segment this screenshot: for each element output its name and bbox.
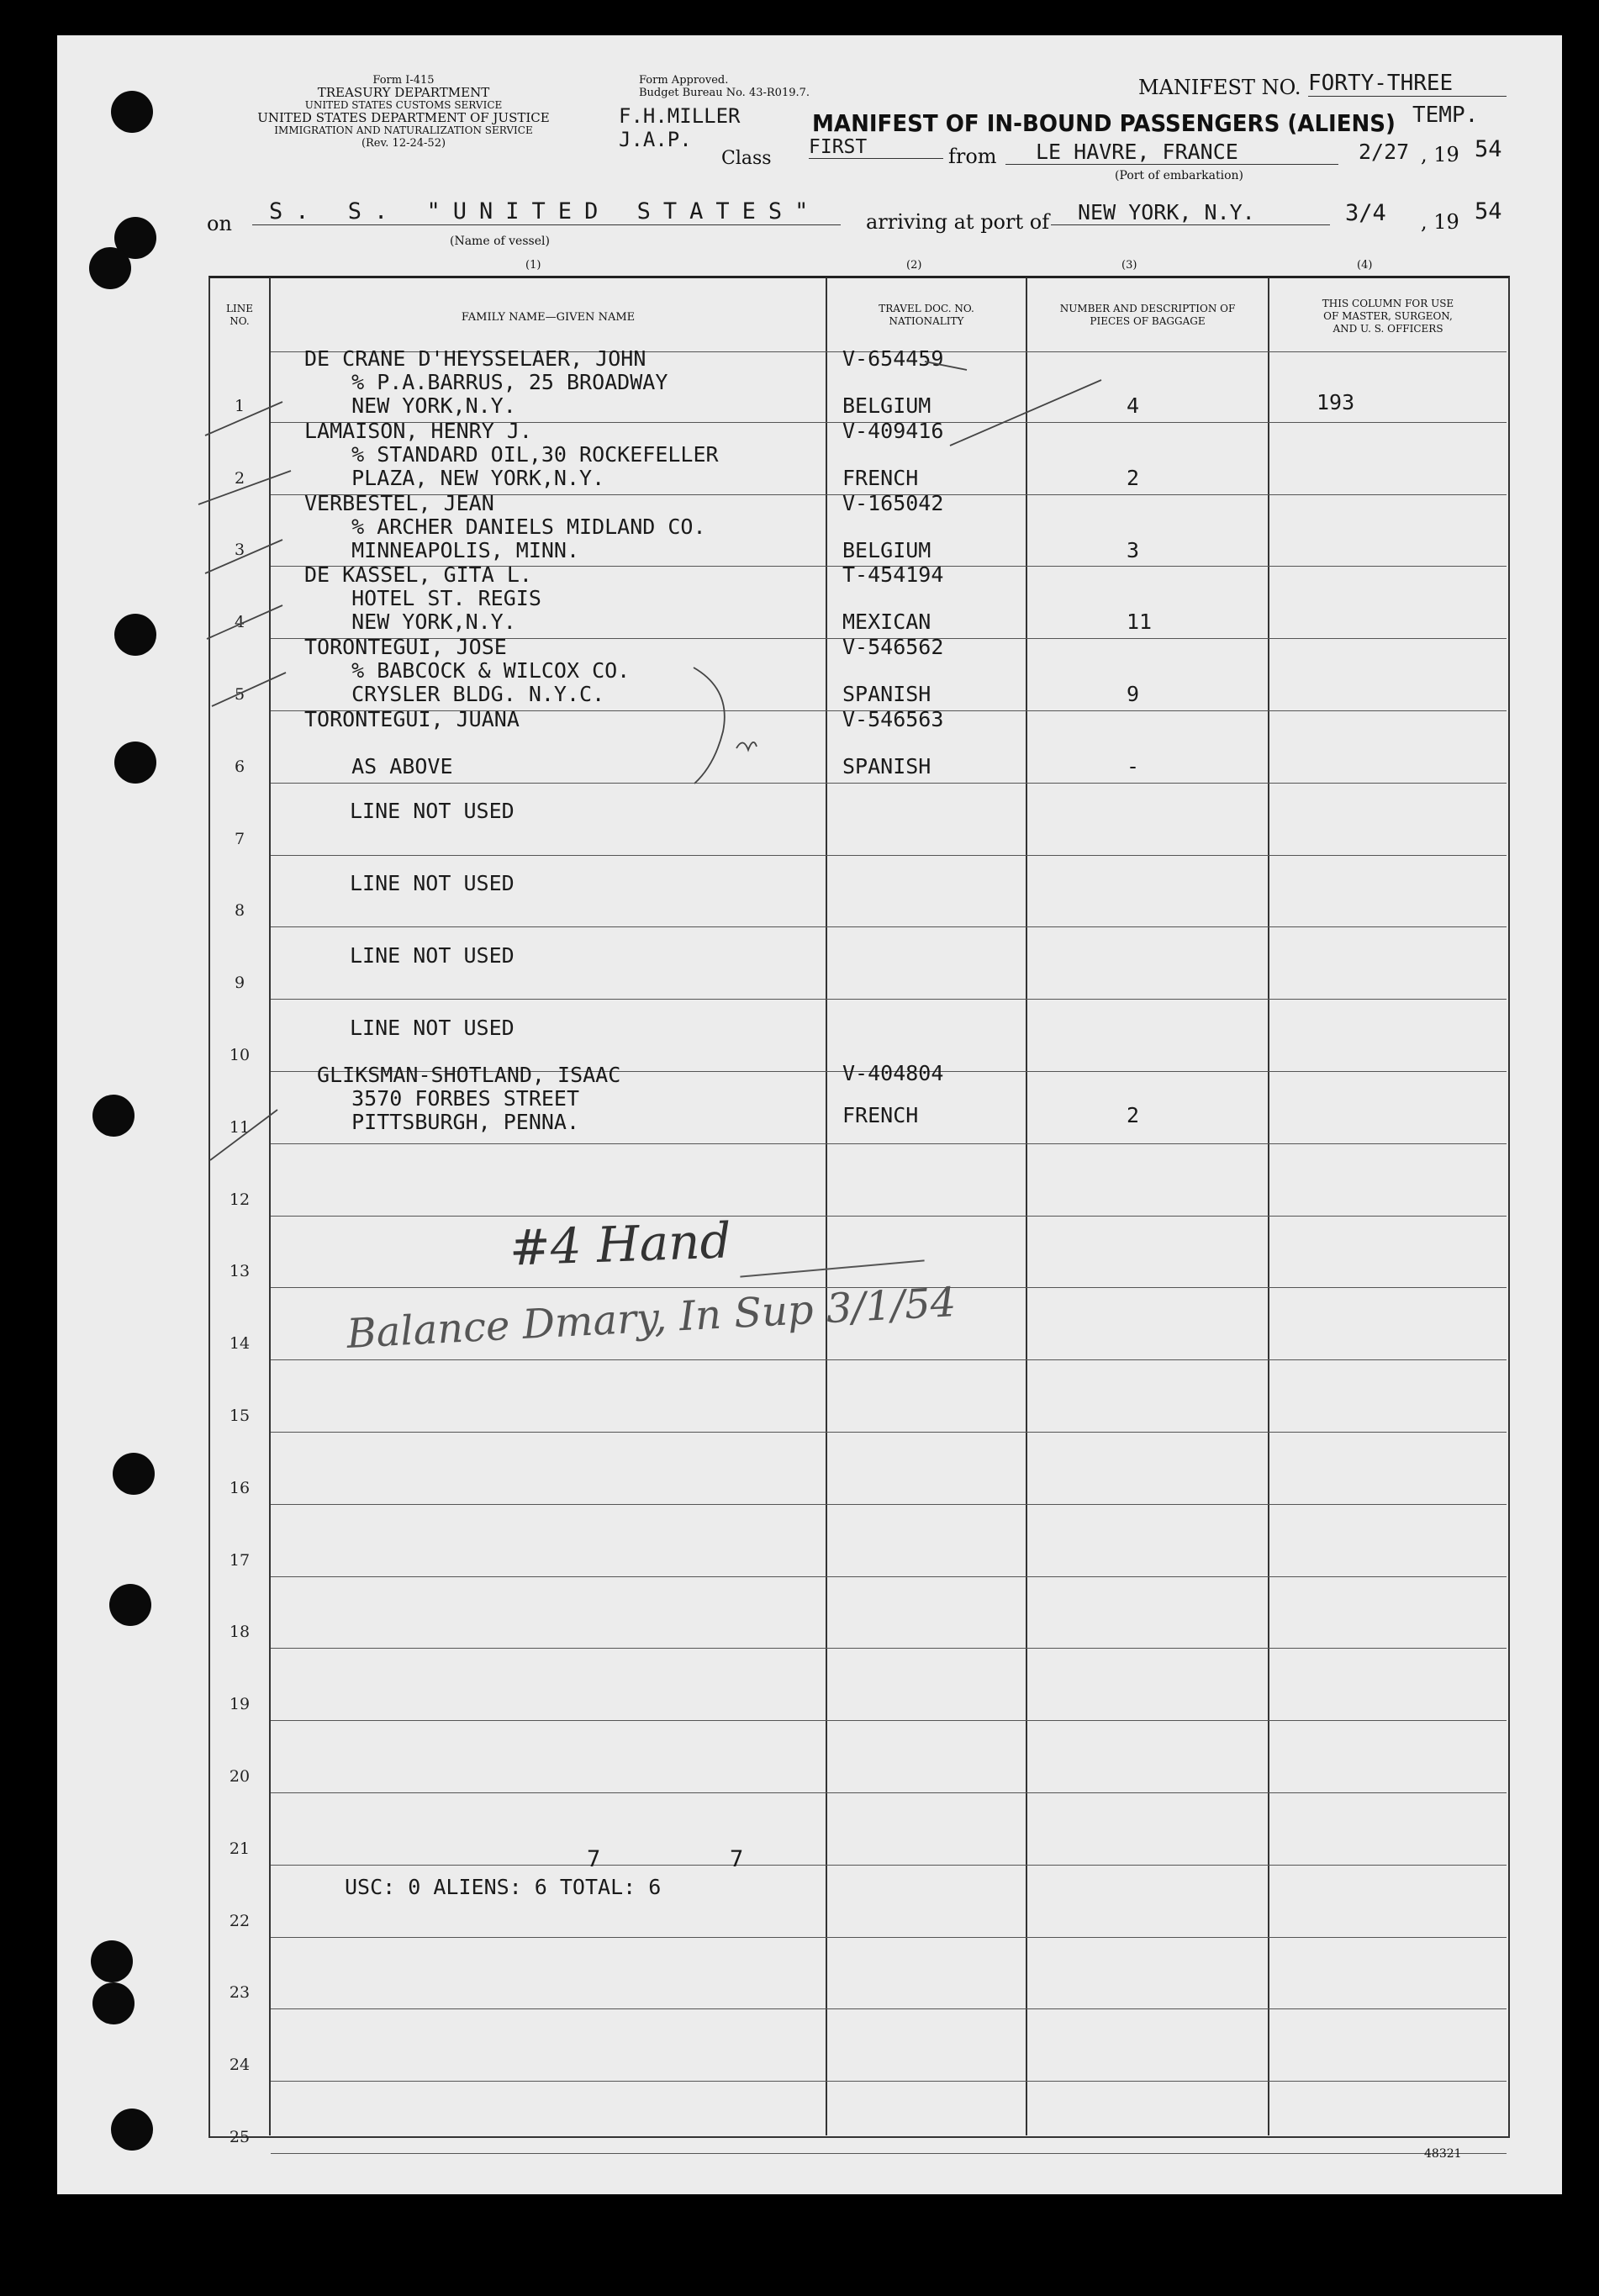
- header-officers-3: AND U. S. OFFICERS: [1332, 323, 1443, 335]
- revision: (Rev. 12-24-52): [361, 137, 446, 150]
- line-number: 5: [234, 685, 245, 704]
- vessel-caption: (Name of vessel): [450, 235, 550, 248]
- line-number: 15: [229, 1407, 251, 1425]
- form-approved: Form Approved.: [639, 74, 729, 87]
- header-officers-1: THIS COLUMN FOR USE: [1322, 298, 1454, 309]
- entry-name: DE KASSEL, GITA L.: [304, 562, 532, 587]
- on-label: on: [207, 212, 232, 235]
- class-value: FIRST: [809, 136, 943, 159]
- check-mark: [925, 362, 967, 370]
- header-officers-2: OF MASTER, SURGEON,: [1323, 310, 1453, 322]
- budget-bureau: Budget Bureau No. 43-R019.7.: [639, 87, 810, 99]
- entry-nationality: FRENCH: [842, 466, 919, 490]
- entry11-addr2: PITTSBURGH, PENNA.: [326, 1110, 580, 1134]
- col-number-4: (4): [1357, 259, 1373, 272]
- line-number: 11: [229, 1118, 251, 1137]
- depart-year-prefix: , 19: [1421, 143, 1459, 166]
- entry11-addr1: 3570 FORBES STREET: [326, 1086, 580, 1111]
- depart-date: 2/27: [1359, 140, 1410, 164]
- arrival-year: 54: [1475, 198, 1502, 224]
- treasury-dept: TREASURY DEPARTMENT: [317, 85, 490, 100]
- line-number: 16: [229, 1479, 251, 1497]
- line-number: 19: [229, 1695, 251, 1713]
- header-line-no-2: NO.: [230, 315, 250, 327]
- manifest-no-value: FORTY-THREE: [1308, 71, 1507, 97]
- totals-line: USC: 0 ALIENS: 6 TOTAL: 6: [345, 1875, 662, 1899]
- manifest-title: MANIFEST OF IN-BOUND PASSENGERS (ALIENS): [812, 109, 1396, 137]
- entry-baggage: 2: [1127, 466, 1140, 490]
- entry-officer-mark: 193: [1317, 390, 1355, 414]
- header-baggage-2: PIECES OF BAGGAGE: [1090, 315, 1206, 327]
- entry-address-2: NEW YORK,N.Y.: [326, 610, 516, 634]
- entry-name: LAMAISON, HENRY J.: [304, 419, 532, 443]
- line-number: 14: [229, 1334, 251, 1353]
- depart-year: 54: [1475, 136, 1502, 162]
- header-doc-1: TRAVEL DOC. NO.: [879, 303, 974, 314]
- totals-total-correction: 7: [730, 1846, 744, 1872]
- line-number: 12: [229, 1190, 251, 1209]
- entry-address-1: % ARCHER DANIELS MIDLAND CO.: [326, 515, 706, 539]
- entry-address-2: MINNEAPOLIS, MINN.: [326, 538, 580, 562]
- entry11-nationality: FRENCH: [842, 1103, 919, 1127]
- ins: IMMIGRATION AND NATURALIZATION SERVICE: [274, 124, 533, 136]
- entry-address-2: CRYSLER BLDG. N.Y.C.: [326, 682, 605, 706]
- header-line-no-1: LINE: [226, 303, 253, 314]
- line-number: 13: [229, 1262, 251, 1280]
- line-number: 2: [234, 469, 245, 488]
- handwritten-note-hand: #4 Hand: [508, 1211, 732, 1277]
- entry-address-1: % P.A.BARRUS, 25 BROADWAY: [326, 370, 668, 394]
- entry-address-1: % STANDARD OIL,30 ROCKEFELLER: [326, 442, 719, 467]
- initials-2: J.A.P.: [619, 128, 692, 151]
- handwritten-note-balance: Balance Dmary, In Sup 3/1/54: [346, 1279, 958, 1358]
- col-number-3: (3): [1121, 259, 1137, 272]
- strike-mark: [205, 402, 282, 435]
- strike-mark: [198, 471, 291, 504]
- line-not-used-9: LINE NOT USED: [350, 943, 515, 968]
- customs-service: UNITED STATES CUSTOMS SERVICE: [304, 99, 503, 111]
- entry11-doc: V-404804: [842, 1061, 944, 1085]
- entry-address-1: HOTEL ST. REGIS: [326, 586, 541, 610]
- from-port: LE HAVRE, FRANCE: [1005, 140, 1338, 165]
- strike-mark: [210, 1110, 277, 1160]
- entry-nationality: BELGIUM: [842, 393, 931, 418]
- entry-nationality: SPANISH: [842, 754, 931, 779]
- col-number-1: (1): [525, 259, 541, 272]
- entry-doc: V-546562: [842, 635, 944, 659]
- entry-baggage: 11: [1127, 610, 1153, 634]
- entry-nationality: SPANISH: [842, 682, 931, 706]
- line-number: 6: [234, 757, 245, 776]
- entry11-name: GLIKSMAN-SHOTLAND, ISAAC: [304, 1063, 621, 1087]
- line-number: 24: [229, 2056, 251, 2074]
- line-not-used-7: LINE NOT USED: [350, 799, 515, 823]
- entry-name: DE CRANE D'HEYSSELAER, JOHN: [304, 346, 646, 371]
- strike-mark: [212, 673, 286, 706]
- line-number: 10: [229, 1046, 251, 1064]
- footer-code: 48321: [1424, 2147, 1462, 2161]
- entry-nationality: MEXICAN: [842, 610, 931, 634]
- entry-baggage: -: [1127, 754, 1140, 779]
- entry-doc: V-165042: [842, 491, 944, 515]
- bracket-mark: [694, 668, 725, 784]
- port-caption: (Port of embarkation): [1115, 169, 1243, 182]
- entry-baggage: 9: [1127, 682, 1140, 706]
- line-not-used-10: LINE NOT USED: [350, 1016, 515, 1040]
- line-not-used-8: LINE NOT USED: [350, 871, 515, 895]
- entry-doc: V-546563: [842, 707, 944, 731]
- entry-address-2: PLAZA, NEW YORK,N.Y.: [326, 466, 605, 490]
- vessel-name: S. S. "UNITED STATES": [252, 198, 841, 225]
- line-number: 9: [234, 974, 245, 992]
- entry-doc: T-454194: [842, 562, 944, 587]
- class-label: Class: [721, 148, 772, 169]
- col-number-2: (2): [906, 259, 922, 272]
- arrival-port: NEW YORK, N.Y.: [1051, 200, 1330, 225]
- manifest-no-label: MANIFEST NO.: [1138, 76, 1301, 99]
- entry-baggage: 3: [1127, 538, 1140, 562]
- line-number: 17: [229, 1551, 251, 1570]
- temp-label: TEMP.: [1412, 103, 1479, 128]
- initials-1: F.H.MILLER: [619, 104, 741, 128]
- entry11-baggage: 2: [1127, 1103, 1140, 1127]
- entry-address-2: NEW YORK,N.Y.: [326, 393, 516, 418]
- arriving-label: arriving at port of: [866, 210, 1050, 234]
- arrival-year-prefix: , 19: [1421, 210, 1459, 234]
- line-number: 18: [229, 1623, 251, 1641]
- entry-nationality: BELGIUM: [842, 538, 931, 562]
- entry-name: VERBESTEL, JEAN: [304, 491, 494, 515]
- line-number: 1: [234, 397, 245, 415]
- line-number: 7: [234, 830, 245, 848]
- justice-dept: UNITED STATES DEPARTMENT OF JUSTICE: [257, 110, 550, 125]
- initial-mark: [736, 742, 757, 750]
- entry-address-1: % BABCOCK & WILCOX CO.: [326, 658, 631, 683]
- line-number: 25: [229, 2128, 251, 2146]
- entry-name: TORONTEGUI, JOSE: [304, 635, 507, 659]
- arrival-date: 3/4: [1345, 200, 1386, 226]
- entry-doc: V-409416: [842, 419, 944, 443]
- totals-aliens-correction: 7: [587, 1846, 601, 1872]
- line-number: 20: [229, 1767, 251, 1786]
- check-mark: [950, 380, 1101, 446]
- entry-doc: V-654459: [842, 346, 944, 371]
- form-number: Form I-415: [372, 74, 435, 87]
- header-doc-2: NATIONALITY: [889, 315, 964, 327]
- from-label: from: [948, 145, 997, 168]
- line-number: 21: [229, 1839, 251, 1858]
- strike-mark: [205, 540, 282, 573]
- line-number: 22: [229, 1912, 251, 1930]
- strike-mark: [207, 605, 282, 639]
- line-number: 8: [234, 901, 245, 920]
- line-number: 3: [234, 541, 245, 559]
- line-number: 23: [229, 1983, 251, 2002]
- entry-address-2: AS ABOVE: [326, 754, 453, 779]
- entry-baggage: 4: [1127, 393, 1140, 418]
- header-baggage-1: NUMBER AND DESCRIPTION OF: [1059, 303, 1236, 314]
- entry-name: TORONTEGUI, JUANA: [304, 707, 520, 731]
- line-number: 4: [234, 613, 245, 631]
- header-name: FAMILY NAME—GIVEN NAME: [461, 311, 636, 324]
